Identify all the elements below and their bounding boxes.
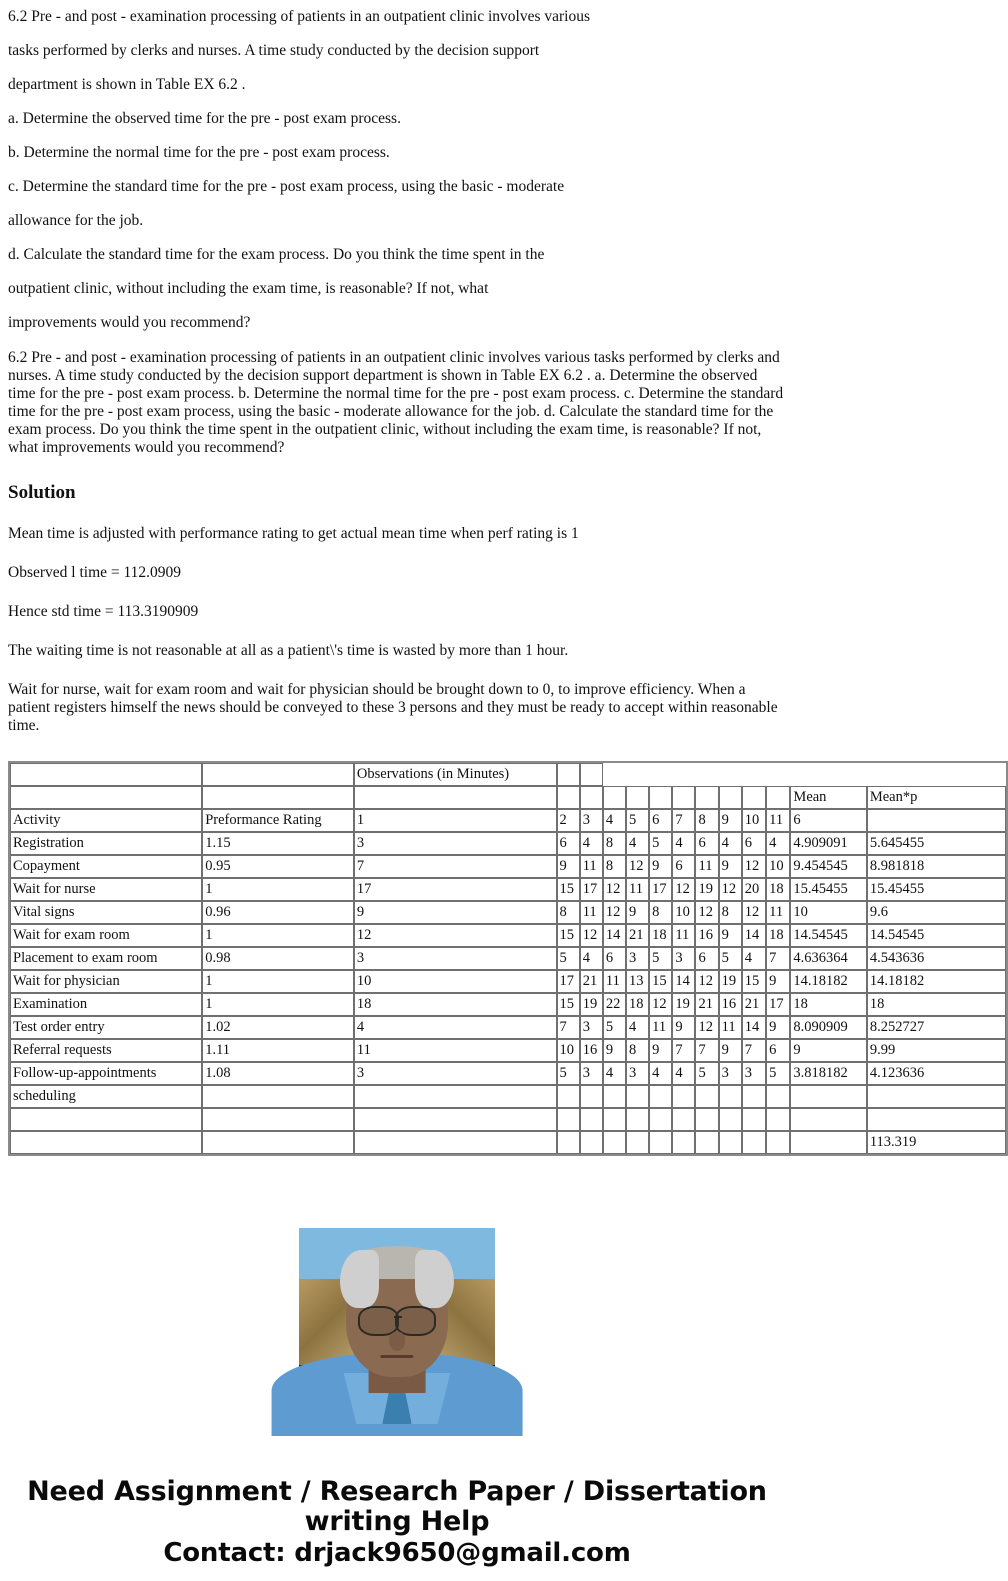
cell-blank	[790, 1108, 866, 1131]
cell-observation-3: 17	[580, 878, 603, 901]
cell-blank	[626, 1131, 649, 1154]
header-blank-obs	[580, 786, 603, 809]
author-photo-wrap	[0, 1228, 794, 1429]
cell-observation-10: 3	[742, 1062, 766, 1085]
cell-observation-4: 6	[603, 947, 626, 970]
cell-observation-8: 5	[695, 1062, 718, 1085]
cell-observation-9: 5	[719, 947, 742, 970]
cell-observation-4: 12	[603, 901, 626, 924]
table-row	[10, 901, 1006, 924]
cell-observation-8: 6	[695, 947, 718, 970]
cell-mean-times-rating: 5.645455	[867, 832, 1006, 855]
cell-performance-rating: 0.95	[202, 855, 354, 878]
observation-number-header-7: 7	[672, 809, 695, 832]
cell-observation-11: 11	[766, 901, 790, 924]
observation-number-header-3: 3	[580, 809, 603, 832]
cell-observation-4: 8	[603, 832, 626, 855]
cell-observation-6: 9	[649, 1039, 672, 1062]
cell-observation-5: 18	[626, 993, 649, 1016]
cell-observation-4: 4	[603, 1062, 626, 1085]
cell-observation-1: 4	[354, 1016, 557, 1039]
cell-observation-1: 12	[354, 924, 557, 947]
cell-blank	[695, 1108, 718, 1131]
table-row-total	[10, 1131, 1006, 1154]
observation-number-header-5: 5	[626, 809, 649, 832]
table-row	[10, 1062, 1006, 1085]
cell-observation-5	[626, 1085, 649, 1108]
cell-observation-1: 3	[354, 947, 557, 970]
header-blank-obs	[672, 786, 695, 809]
header-blank-obs	[354, 786, 557, 809]
cell-observation-4: 22	[603, 993, 626, 1016]
header-spacer	[603, 763, 1006, 786]
cell-observation-8: 16	[695, 924, 718, 947]
cell-observation-8: 7	[695, 1039, 718, 1062]
header-blank-obs	[695, 786, 718, 809]
cell-observation-7	[672, 1085, 695, 1108]
cell-observation-11: 7	[766, 947, 790, 970]
question-block	[0, 0, 794, 340]
cell-observation-10: 12	[742, 901, 766, 924]
cell-observation-9: 8	[719, 901, 742, 924]
cell-observation-8: 21	[695, 993, 718, 1016]
cell-observation-3: 12	[580, 924, 603, 947]
cell-blank	[202, 1131, 354, 1154]
cell-observation-2: 5	[557, 947, 580, 970]
cell-mean: 8.090909	[790, 1016, 866, 1039]
table-row	[10, 1016, 1006, 1039]
cell-observation-9: 9	[719, 1039, 742, 1062]
cell-observation-4: 12	[603, 878, 626, 901]
header-blank-obs	[742, 786, 766, 809]
cell-observation-4: 14	[603, 924, 626, 947]
cell-observation-10: 7	[742, 1039, 766, 1062]
cell-observation-2: 10	[557, 1039, 580, 1062]
cell-performance-rating: 0.98	[202, 947, 354, 970]
cell-observation-4: 9	[603, 1039, 626, 1062]
header-blank-obs	[766, 786, 790, 809]
cell-mean-times-rating: 9.99	[867, 1039, 1006, 1062]
observation-number-header-10: 10	[742, 809, 766, 832]
cell-blank	[867, 1108, 1006, 1131]
photo-mouth	[380, 1355, 413, 1358]
photo-eyeglass-bridge	[394, 1316, 402, 1318]
cell-blank	[626, 1108, 649, 1131]
table-header-row-group	[10, 763, 1006, 786]
cell-blank	[603, 1108, 626, 1131]
cell-observation-3: 11	[580, 855, 603, 878]
cell-blank	[354, 1108, 557, 1131]
cell-observation-7: 14	[672, 970, 695, 993]
header-blank-obs	[626, 786, 649, 809]
cell-mean-times-rating: 4.123636	[867, 1062, 1006, 1085]
header-blank-obs	[557, 786, 580, 809]
solution-paragraph-std-time: Hence std time = 113.3190909	[8, 603, 199, 620]
cell-observation-6: 18	[649, 924, 672, 947]
header-blank-obs	[603, 786, 626, 809]
table-row	[10, 1085, 1006, 1108]
table-header-row-labels	[10, 809, 1006, 832]
cell-observation-6	[649, 1085, 672, 1108]
cell-blank	[649, 1108, 672, 1131]
cell-observation-5: 4	[626, 832, 649, 855]
table-row-blank	[10, 1108, 1006, 1131]
cell-observation-10: 14	[742, 924, 766, 947]
cell-observation-11: 17	[766, 993, 790, 1016]
question-line: outpatient clinic, without including the exam time, is reasonable? If not, what	[8, 280, 489, 297]
cell-observation-2: 7	[557, 1016, 580, 1039]
promo-line-2: writing Help	[304, 1506, 490, 1537]
cell-observation-11: 4	[766, 832, 790, 855]
cell-mean: 4.909091	[790, 832, 866, 855]
cell-observation-3: 16	[580, 1039, 603, 1062]
cell-observation-9: 4	[719, 832, 742, 855]
observation-number-header-11: 11	[766, 809, 790, 832]
cell-activity: Vital signs	[10, 901, 202, 924]
cell-observation-11: 18	[766, 924, 790, 947]
cell-blank	[202, 1108, 354, 1131]
cell-mean: 4.636364	[790, 947, 866, 970]
cell-observation-2: 15	[557, 993, 580, 1016]
question-line: a. Determine the observed time for the pre - post exam process.	[8, 110, 401, 127]
cell-blank	[649, 1131, 672, 1154]
cell-activity: Follow-up-appointments	[10, 1062, 202, 1085]
cell-observation-9: 12	[719, 878, 742, 901]
solution-paragraph-waiting-time: The waiting time is not reasonable at all as a patient\'s time is wasted by more than 1 hour.	[8, 642, 569, 659]
cell-performance-rating: 1.15	[202, 832, 354, 855]
cell-observation-9: 19	[719, 970, 742, 993]
cell-observation-8: 6	[695, 832, 718, 855]
cell-observation-4: 8	[603, 855, 626, 878]
cell-observation-8	[695, 1085, 718, 1108]
cell-observation-10: 12	[742, 855, 766, 878]
cell-observation-5: 21	[626, 924, 649, 947]
cell-performance-rating: 1.11	[202, 1039, 354, 1062]
observations-table	[8, 761, 1008, 1156]
mean-column-header: Mean	[790, 786, 866, 809]
activity-column-header: Activity	[10, 809, 202, 832]
cell-performance-rating: 1.02	[202, 1016, 354, 1039]
cell-observation-6: 5	[649, 832, 672, 855]
question-line: d. Calculate the standard time for the exam process. Do you think the time spent in the	[8, 246, 545, 263]
promo-contact-email: Contact: drjack9650@gmail.com	[163, 1538, 631, 1568]
cell-activity: Examination	[10, 993, 202, 1016]
cell-observation-9: 9	[719, 855, 742, 878]
cell-blank	[719, 1131, 742, 1154]
photo-nose	[389, 1332, 405, 1352]
cell-observation-7: 19	[672, 993, 695, 1016]
cell-observation-6: 8	[649, 901, 672, 924]
table-row	[10, 947, 1006, 970]
cell-blank	[695, 1131, 718, 1154]
cell-activity: Copayment	[10, 855, 202, 878]
table-row	[10, 993, 1006, 1016]
cell-observation-3: 21	[580, 970, 603, 993]
cell-observation-7: 7	[672, 1039, 695, 1062]
cell-mean: 14.54545	[790, 924, 866, 947]
cell-observation-11: 10	[766, 855, 790, 878]
cell-observation-9: 11	[719, 1016, 742, 1039]
cell-observation-11: 6	[766, 1039, 790, 1062]
cell-observation-6: 5	[649, 947, 672, 970]
cell-blank	[580, 1108, 603, 1131]
cell-activity: Registration	[10, 832, 202, 855]
cell-observation-1	[354, 1085, 557, 1108]
cell-observation-2: 17	[557, 970, 580, 993]
cell-total-standard-time: 113.319	[867, 1131, 1006, 1154]
cell-mean	[790, 1085, 866, 1108]
observation-number-header-2: 2	[557, 809, 580, 832]
meanp-column-header: Mean*p	[867, 786, 1006, 809]
cell-mean-times-rating: 14.54545	[867, 924, 1006, 947]
cell-blank	[790, 1131, 866, 1154]
cell-observation-8: 11	[695, 855, 718, 878]
cell-observation-4	[603, 1085, 626, 1108]
header-blank-obs	[649, 786, 672, 809]
cell-observation-8: 19	[695, 878, 718, 901]
cell-observation-3: 11	[580, 901, 603, 924]
cell-observation-2: 6	[557, 832, 580, 855]
question-line: b. Determine the normal time for the pre - post exam process.	[8, 144, 390, 161]
cell-performance-rating: 1.08	[202, 1062, 354, 1085]
cell-observation-11: 9	[766, 1016, 790, 1039]
cell-performance-rating: 1	[202, 878, 354, 901]
question-line: improvements would you recommend?	[8, 314, 251, 331]
cell-observation-10	[742, 1085, 766, 1108]
restated-question-paragraph: 6.2 Pre - and post - examination processing of patients in an outpatient clinic involves various tasks performed by clerks and nurses. A time study conducted by the decision support department is shown in Table EX 6.2 . a. Determine the observed time for the pre - post exam process. b. Determine the normal time for the pre - post exam process. c. Determine the standard time for the pre - post exam process, using the basic - moderate allowance for the job. d. Calculate the standard time for the exam process. Do you think the time spent in the outpatient clinic, without including the exam time, is reasonable? If not, what improvements would you recommend?	[8, 349, 784, 456]
cell-mean-times-rating: 8.981818	[867, 855, 1006, 878]
cell-observation-2: 9	[557, 855, 580, 878]
cell-blank	[719, 1108, 742, 1131]
cell-observation-5: 9	[626, 901, 649, 924]
cell-observation-9: 16	[719, 993, 742, 1016]
cell-observation-5: 4	[626, 1016, 649, 1039]
table-row	[10, 970, 1006, 993]
cell-mean: 14.18182	[790, 970, 866, 993]
cell-observation-2: 15	[557, 924, 580, 947]
cell-mean-times-rating	[867, 1085, 1006, 1108]
cell-observation-10: 6	[742, 832, 766, 855]
cell-blank	[580, 1131, 603, 1154]
question-line: 6.2 Pre - and post - examination processing of patients in an outpatient clinic involves various	[8, 8, 590, 25]
question-line: tasks performed by clerks and nurses. A time study conducted by the decision support	[8, 42, 540, 59]
cell-observation-7: 11	[672, 924, 695, 947]
cell-observation-6: 11	[649, 1016, 672, 1039]
observation-number-header-1: 1	[354, 809, 557, 832]
promo-line-1: Need Assignment / Research Paper / Dissertation	[27, 1476, 767, 1507]
cell-mean: 15.45455	[790, 878, 866, 901]
cell-observation-8: 12	[695, 1016, 718, 1039]
cell-performance-rating: 1	[202, 993, 354, 1016]
cell-observation-6: 15	[649, 970, 672, 993]
cell-blank	[742, 1131, 766, 1154]
cell-mean-times-rating: 18	[867, 993, 1006, 1016]
cell-observation-10: 20	[742, 878, 766, 901]
cell-observation-4: 11	[603, 970, 626, 993]
cell-performance-rating: 0.96	[202, 901, 354, 924]
observation-number-header-9: 9	[719, 809, 742, 832]
cell-activity: scheduling	[10, 1085, 202, 1108]
cell-observation-3: 3	[580, 1062, 603, 1085]
cell-blank	[766, 1131, 790, 1154]
cell-observation-5: 3	[626, 947, 649, 970]
cell-observation-2: 5	[557, 1062, 580, 1085]
cell-observation-6: 12	[649, 993, 672, 1016]
observation-number-header-6: 6	[649, 809, 672, 832]
cell-observation-1: 9	[354, 901, 557, 924]
cell-observation-7: 3	[672, 947, 695, 970]
cell-observation-6: 9	[649, 855, 672, 878]
cell-observation-2	[557, 1085, 580, 1108]
cell-activity: Wait for nurse	[10, 878, 202, 901]
cell-blank	[672, 1108, 695, 1131]
cell-observation-5: 13	[626, 970, 649, 993]
cell-blank	[10, 1131, 202, 1154]
cell-activity: Wait for exam room	[10, 924, 202, 947]
cell-observation-1: 18	[354, 993, 557, 1016]
cell-observation-1: 3	[354, 1062, 557, 1085]
cell-observation-5: 12	[626, 855, 649, 878]
header-blank	[557, 763, 580, 786]
cell-blank	[766, 1108, 790, 1131]
cell-observation-8: 12	[695, 901, 718, 924]
cell-activity: Referral requests	[10, 1039, 202, 1062]
avatar	[299, 1228, 495, 1424]
cell-observation-4: 5	[603, 1016, 626, 1039]
table-row	[10, 878, 1006, 901]
cell-observation-3: 3	[580, 1016, 603, 1039]
cell-observation-6: 17	[649, 878, 672, 901]
cell-observation-3: 4	[580, 832, 603, 855]
cell-observation-5: 3	[626, 1062, 649, 1085]
cell-observation-2: 8	[557, 901, 580, 924]
cell-mean: 9.454545	[790, 855, 866, 878]
cell-observation-10: 14	[742, 1016, 766, 1039]
cell-observation-3: 4	[580, 947, 603, 970]
cell-blank	[672, 1131, 695, 1154]
cell-observation-3: 19	[580, 993, 603, 1016]
observation-number-header-4: 4	[603, 809, 626, 832]
cell-observation-10: 4	[742, 947, 766, 970]
cell-observation-1: 10	[354, 970, 557, 993]
cell-observation-1: 11	[354, 1039, 557, 1062]
cell-observation-10: 15	[742, 970, 766, 993]
cell-mean-times-rating: 15.45455	[867, 878, 1006, 901]
header-blank-rating	[202, 763, 354, 786]
header-blank-activity	[10, 763, 202, 786]
cell-observation-3	[580, 1085, 603, 1108]
cell-activity: Wait for physician	[10, 970, 202, 993]
cell-blank	[742, 1108, 766, 1131]
cell-blank	[557, 1131, 580, 1154]
header-blank	[580, 763, 603, 786]
cell-observation-11: 18	[766, 878, 790, 901]
cell-performance-rating: 1	[202, 970, 354, 993]
cell-observation-5: 11	[626, 878, 649, 901]
cell-observation-7: 6	[672, 855, 695, 878]
cell-observation-11: 5	[766, 1062, 790, 1085]
table-row	[10, 832, 1006, 855]
cell-mean: 9	[790, 1039, 866, 1062]
cell-observation-7: 12	[672, 878, 695, 901]
observations-group-header: Observations (in Minutes)	[354, 763, 557, 786]
cell-observation-1: 17	[354, 878, 557, 901]
cell-observation-9	[719, 1085, 742, 1108]
solution-paragraph-observed-time: Observed l time = 112.0909	[8, 564, 182, 581]
rating-column-header: Preformance Rating	[202, 809, 354, 832]
cell-mean: 3.818182	[790, 1062, 866, 1085]
cell-activity: Placement to exam room	[10, 947, 202, 970]
cell-mean-times-rating: 14.18182	[867, 970, 1006, 993]
solution-heading: Solution	[8, 482, 76, 503]
cell-mean: 10	[790, 901, 866, 924]
header-blank-rating	[202, 786, 354, 809]
cell-mean: 18	[790, 993, 866, 1016]
cell-observation-7: 4	[672, 832, 695, 855]
photo-hair-left	[340, 1250, 379, 1309]
cell-performance-rating: 1	[202, 924, 354, 947]
cell-observation-2: 15	[557, 878, 580, 901]
solution-paragraph-recommendation: Wait for nurse, wait for exam room and wait for physician should be brought down to 0, to improve efficiency. When a patient registers himself the news should be conveyed to these 3 persons and they must be ready to accept within reasonable time.	[8, 681, 778, 734]
promo-footer	[0, 1477, 794, 1581]
cell-observation-11	[766, 1085, 790, 1108]
observation-number-header-8: 8	[695, 809, 718, 832]
cell-observation-7: 10	[672, 901, 695, 924]
cell-observation-10: 21	[742, 993, 766, 1016]
mean-header-extra-value: 6	[790, 809, 866, 832]
cell-blank	[557, 1108, 580, 1131]
cell-observation-1: 7	[354, 855, 557, 878]
cell-observation-1: 3	[354, 832, 557, 855]
cell-mean-times-rating: 4.543636	[867, 947, 1006, 970]
header-blank-obs	[719, 786, 742, 809]
observations-table-wrap	[0, 761, 925, 1156]
cell-observation-11: 9	[766, 970, 790, 993]
cell-blank	[354, 1131, 557, 1154]
cell-activity: Test order entry	[10, 1016, 202, 1039]
cell-observation-8: 12	[695, 970, 718, 993]
cell-blank	[10, 1108, 202, 1131]
cell-performance-rating	[202, 1085, 354, 1108]
cell-observation-7: 9	[672, 1016, 695, 1039]
cell-mean-times-rating: 8.252727	[867, 1016, 1006, 1039]
cell-observation-7: 4	[672, 1062, 695, 1085]
cell-observation-5: 8	[626, 1039, 649, 1062]
question-line: department is shown in Table EX 6.2 .	[8, 76, 246, 93]
cell-observation-6: 4	[649, 1062, 672, 1085]
header-blank-activity	[10, 786, 202, 809]
meanp-header-blank	[867, 809, 1006, 832]
table-row	[10, 924, 1006, 947]
table-row	[10, 1039, 1006, 1062]
solution-paragraph-mean-time: Mean time is adjusted with performance rating to get actual mean time when perf rating is 1	[8, 525, 579, 542]
question-line: c. Determine the standard time for the pre - post exam process, using the basic - moderate	[8, 178, 565, 195]
cell-observation-9: 3	[719, 1062, 742, 1085]
cell-observation-9: 9	[719, 924, 742, 947]
question-line: allowance for the job.	[8, 212, 144, 229]
cell-mean-times-rating: 9.6	[867, 901, 1006, 924]
table-row	[10, 855, 1006, 878]
cell-blank	[603, 1131, 626, 1154]
table-header-row-mean	[10, 786, 1006, 809]
